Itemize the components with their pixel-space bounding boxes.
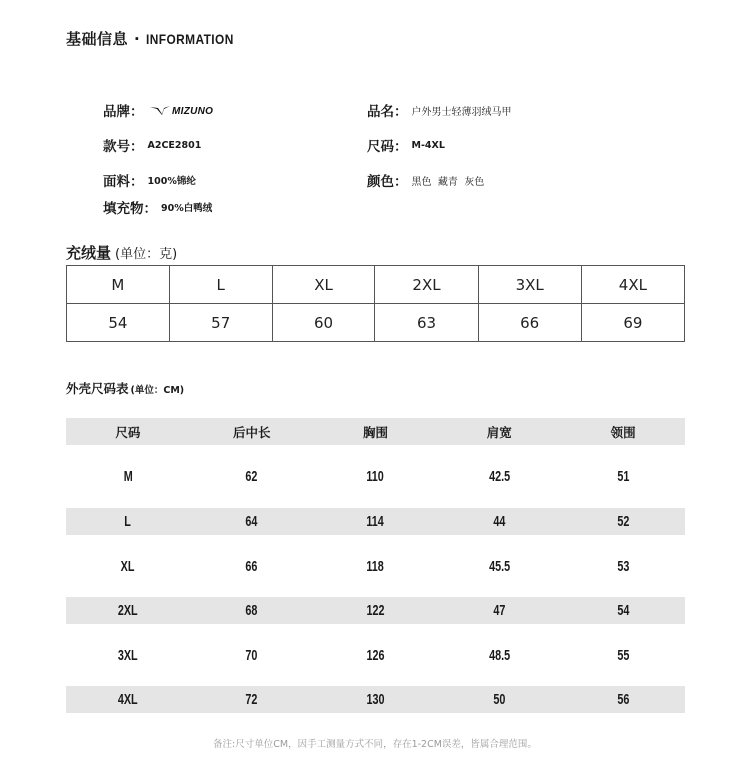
- cell-chest: 110: [366, 468, 385, 485]
- fill-size-row: [67, 266, 685, 304]
- info-color: [367, 170, 484, 190]
- svg-text:MIZUNO: MIZUNO: [171, 106, 213, 116]
- product-name-label: 品名：: [367, 104, 408, 120]
- cell-collar: 52: [617, 513, 630, 530]
- table-row: [66, 454, 685, 499]
- fill-value-cell: 54: [67, 304, 170, 342]
- header-cell: 尺码: [115, 424, 141, 440]
- cell-size: 4XL: [117, 691, 138, 708]
- fill-size-cell: 4XL: [581, 266, 684, 304]
- fill-size-cell: 3XL: [478, 266, 581, 304]
- cell-size: 2XL: [117, 602, 138, 619]
- style-no-value: A2CE2801: [147, 139, 202, 151]
- cell-chest: 114: [366, 513, 385, 530]
- cell-shoulder: 45.5: [488, 557, 510, 575]
- info-size: [367, 135, 445, 155]
- product-name-value: 户外男士轻薄羽绒马甲: [411, 106, 512, 118]
- cell-back-length: 72: [245, 691, 258, 708]
- fabric-label: 面料：: [103, 174, 144, 190]
- info-brand: [103, 100, 220, 120]
- title-en: INFORMATION: [146, 31, 234, 47]
- fill-value-cell: 57: [169, 304, 272, 342]
- header-cell: 胸围: [362, 424, 388, 440]
- size-table-header: [66, 418, 685, 445]
- size-title-unit: (单位：CM): [130, 385, 185, 396]
- fill-size-cell: M: [67, 266, 170, 304]
- cell-chest: 122: [366, 602, 385, 619]
- fill-value-cell: 60: [272, 304, 375, 342]
- cell-back-length: 66: [245, 557, 258, 575]
- info-fabric: [103, 170, 196, 190]
- cell-size: M: [123, 468, 133, 485]
- fabric-value: 100%锦纶: [147, 176, 196, 187]
- table-row: [66, 544, 685, 588]
- cell-collar: 55: [617, 646, 630, 664]
- cell-size: XL: [120, 557, 135, 575]
- cell-collar: 56: [617, 691, 630, 708]
- size-table-title: [66, 379, 184, 397]
- cell-shoulder: 48.5: [488, 646, 510, 664]
- style-no-label: 款号：: [103, 139, 144, 155]
- cell-shoulder: 42.5: [488, 468, 510, 485]
- cell-collar: 51: [617, 468, 630, 485]
- mizuno-logo-icon: [150, 104, 220, 116]
- fill-value-cell: 69: [581, 304, 684, 342]
- fill-title-unit: (单位：克): [115, 247, 178, 262]
- cell-shoulder: 50: [493, 691, 506, 708]
- info-filling: [103, 197, 212, 217]
- table-row: [66, 508, 685, 535]
- size-value: M-4XL: [411, 139, 445, 151]
- cell-collar: 53: [617, 557, 630, 575]
- fill-table-title: [66, 242, 177, 263]
- header-cell: 肩宽: [486, 424, 512, 440]
- cell-back-length: 64: [245, 513, 258, 530]
- cell-back-length: 68: [245, 602, 258, 619]
- title-cn: 基础信息: [66, 30, 129, 48]
- filling-value: 90%白鸭绒: [161, 203, 213, 214]
- filling-label: 填充物：: [103, 201, 157, 217]
- table-row: [66, 633, 685, 677]
- cell-back-length: 62: [245, 468, 258, 485]
- size-title-main: 外壳尺码表: [66, 381, 129, 396]
- fill-value-cell: 63: [375, 304, 478, 342]
- info-style-no: [103, 135, 201, 155]
- cell-chest: 118: [366, 557, 385, 575]
- title-separator: ·: [134, 30, 141, 48]
- fill-value-row: [67, 304, 685, 342]
- color-value: 黑色 藏青 灰色: [411, 176, 485, 188]
- cell-size: L: [124, 513, 132, 530]
- brand-label: 品牌：: [103, 104, 144, 120]
- fill-value-cell: 66: [478, 304, 581, 342]
- header-cell: 领围: [610, 424, 636, 440]
- header-cell: 后中长: [232, 424, 271, 440]
- info-product-name: [367, 100, 512, 120]
- cell-size: 3XL: [117, 646, 138, 664]
- color-label: 颜色：: [367, 174, 408, 190]
- cell-shoulder: 47: [493, 602, 506, 619]
- fill-title-main: 充绒量: [66, 244, 112, 262]
- cell-back-length: 70: [245, 646, 258, 664]
- fill-amount-table: [66, 265, 685, 342]
- section-title-information: [66, 28, 249, 49]
- table-row: [66, 686, 685, 713]
- size-label: 尺码：: [367, 139, 408, 155]
- fill-size-cell: XL: [272, 266, 375, 304]
- fill-size-cell: L: [169, 266, 272, 304]
- cell-collar: 54: [617, 602, 630, 619]
- cell-chest: 126: [366, 646, 385, 664]
- shell-size-table: [66, 418, 685, 722]
- table-row: [66, 597, 685, 624]
- cell-chest: 130: [366, 691, 385, 708]
- fill-size-cell: 2XL: [375, 266, 478, 304]
- footnote: 备注:尺寸单位CM，因手工测量方式不同，存在1-2CM误差，皆属合理范围。: [213, 739, 537, 750]
- cell-shoulder: 44: [493, 513, 506, 530]
